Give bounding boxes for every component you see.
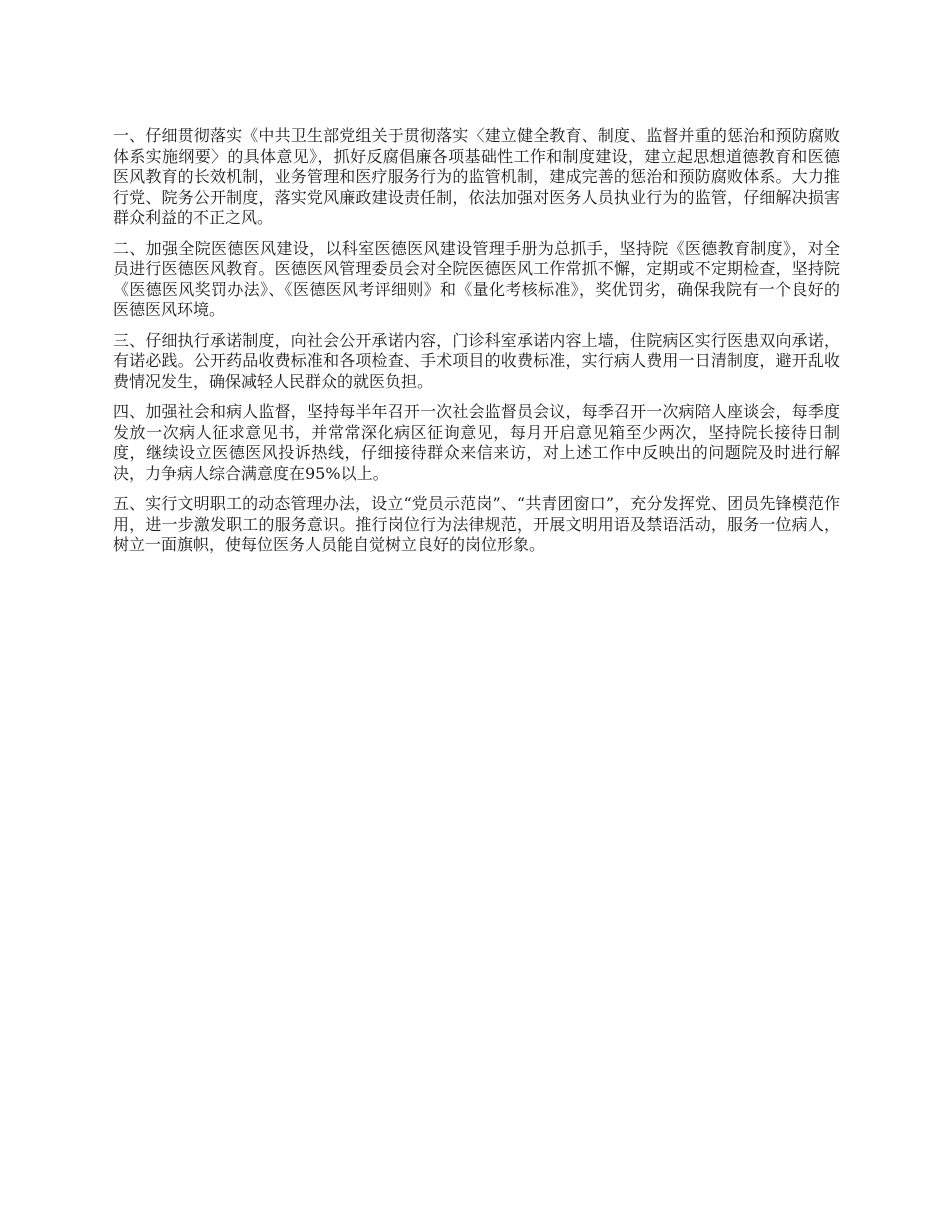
paragraph-5: 五、实行文明职工的动态管理办法，设立“党员示范岗”、“共青团窗口”，充分发挥党、团员先锋模范作用，进一步激发职工的服务意识。推行岗位行为法律规范，开展文明用语及禁语活动，服务一位病人，树立一面旗帜，使每位医务人员能自觉树立良好的岗位形象。 [113,494,840,554]
document-body [113,126,840,566]
paragraph-2: 二、加强全院医德医风建设，以科室医德医风建设管理手册为总抓手，坚持院《医德教育制度》，对全员进行医德医风教育。医德医风管理委员会对全院医德医风工作常抓不懈，定期或不定期检查，坚持院《医德医风奖罚办法》、《医德医风考评细则》和《量化考核标准》，奖优罚劣，确保我院有一个良好的医德医风环境。 [113,238,840,319]
paragraph-1: 一、仔细贯彻落实《中共卫生部党组关于贯彻落实〈建立健全教育、制度、监督并重的惩治和预防腐败体系实施纲要〉的具体意见》，抓好反腐倡廉各项基础性工作和制度建设，建立起思想道德教育和医德医风教育的长效机制，业务管理和医疗服务行为的监管机制，建成完善的惩治和预防腐败体系。大力推行党、院务公开制度，落实党风廉政建设责任制，依法加强对医务人员执业行为的监管，仔细解决损害群众利益的不正之风。 [113,126,840,227]
paragraph-3: 三、仔细执行承诺制度，向社会公开承诺内容，门诊科室承诺内容上墙，住院病区实行医患双向承诺，有诺必践。公开药品收费标准和各项检查、手术项目的收费标准，实行病人费用一日清制度，避开乱收费情况发生，确保减轻人民群众的就医负担。 [113,330,840,391]
paragraph-4: 四、加强社会和病人监督，坚持每半年召开一次社会监督员会议，每季召开一次病陪人座谈会，每季度发放一次病人征求意见书，并常常深化病区征询意见，每月开启意见箱至少两次，坚持院长接待日制度，继续设立医德医风投诉热线，仔细接待群众来信来访，对上述工作中反映出的问题院及时进行解决，力争病人综合满意度在95%以上。 [113,402,840,483]
